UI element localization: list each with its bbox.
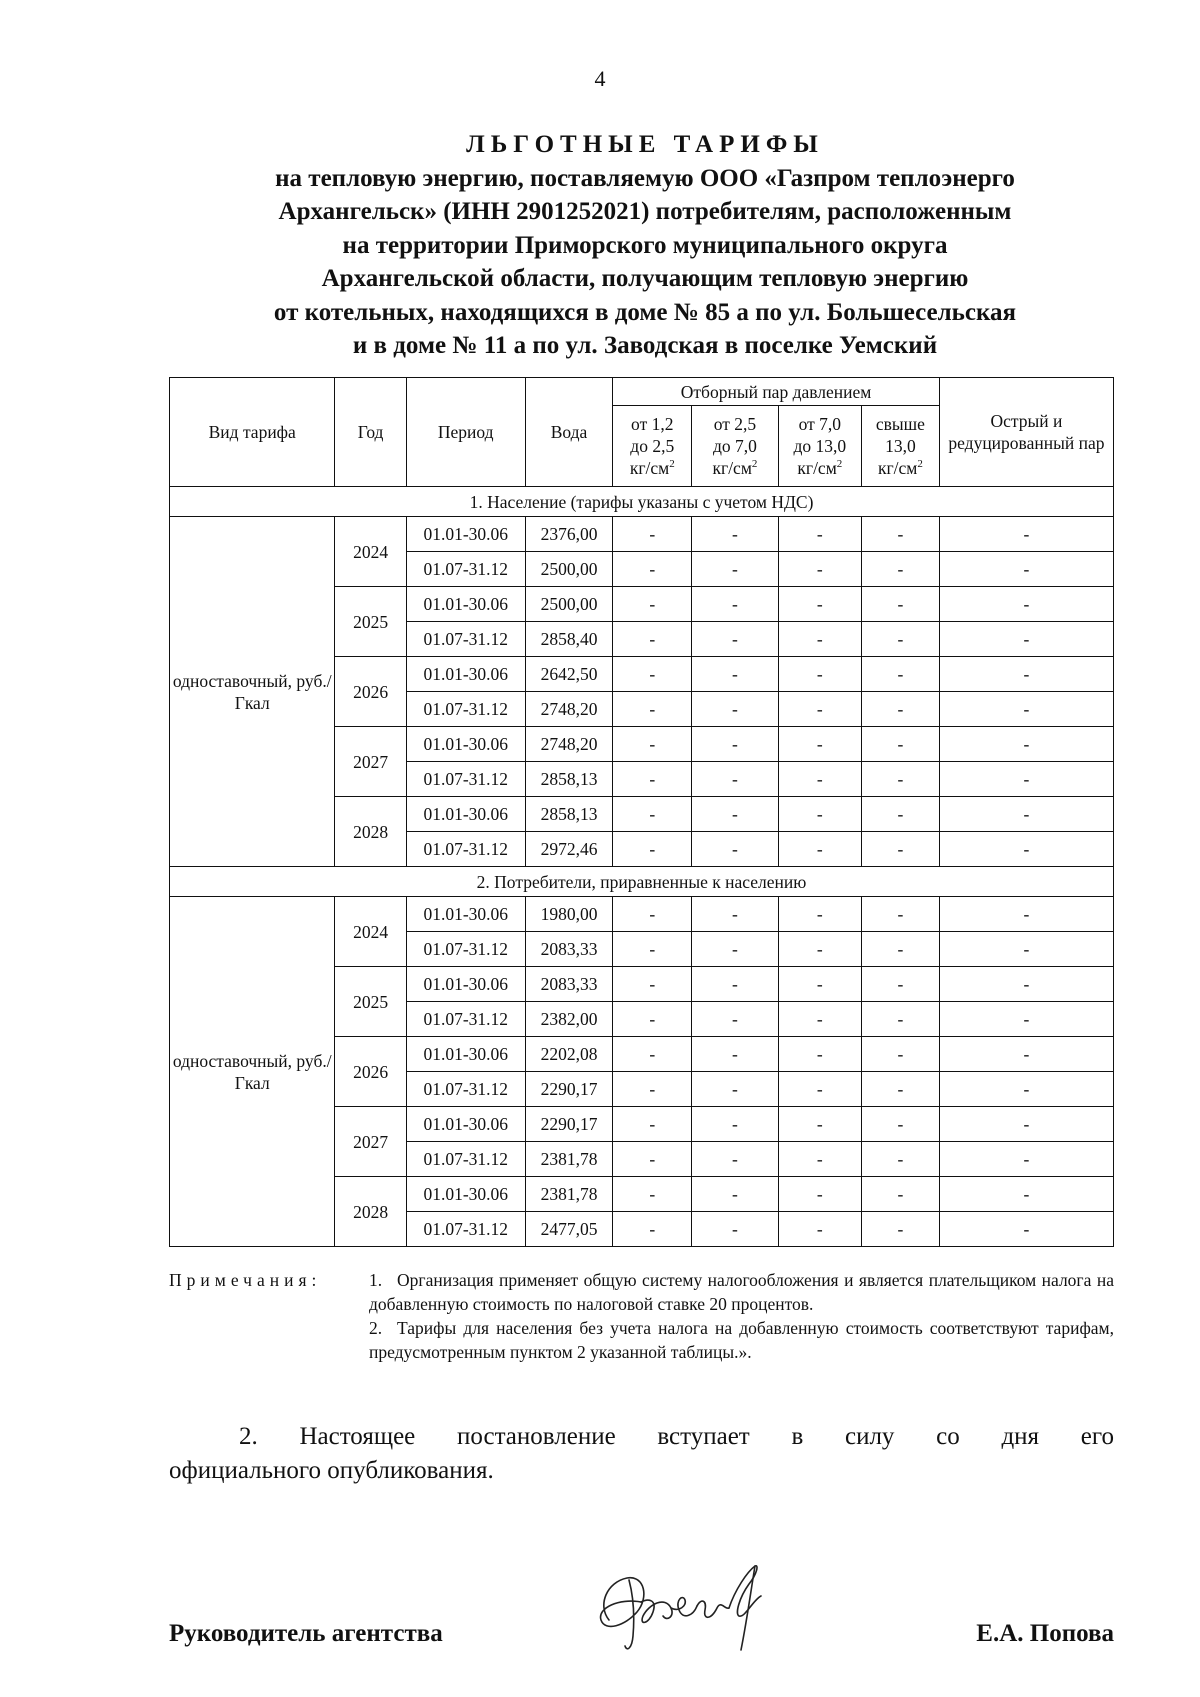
dash-cell: - [692,587,779,622]
header-sharp-steam: Острый и редуцированный пар [939,378,1113,487]
header-steam-col: от 7,0 до 13,0 $кг/см^2$ [778,406,861,487]
dash-cell: - [939,1072,1113,1107]
note-item: 1. Организация применяет общую систему налогообложения и является плательщиком налога на добавленную стоимость по налоговой ставке 20 процентов. [369,1270,1114,1314]
period-cell: 01.01-30.06 [406,1177,525,1212]
signer-name: Е.А. Попова [976,1620,1114,1647]
dash-cell: - [778,1177,861,1212]
dash-cell: - [692,932,779,967]
water-tariff-cell: 2748,20 [525,692,613,727]
dash-cell: - [613,1002,692,1037]
dash-cell: - [778,552,861,587]
dash-cell: - [692,967,779,1002]
dash-cell: - [939,897,1113,932]
header-period: Период [406,378,525,487]
dash-cell: - [692,762,779,797]
dash-cell: - [861,1002,939,1037]
paragraph-line-2: официального опубликования. [169,1457,494,1484]
dash-cell: - [861,1107,939,1142]
dash-cell: - [613,932,692,967]
header-steam-col: от 1,2 до 2,5 $кг/см^2$ [613,406,692,487]
dash-cell: - [778,967,861,1002]
dash-cell: - [613,897,692,932]
water-tariff-cell: 2500,00 [525,587,613,622]
dash-cell: - [939,517,1113,552]
period-cell: 01.01-30.06 [406,1037,525,1072]
section-title: 1. Население (тарифы указаны с учетом НДС) [170,487,1114,517]
water-tariff-cell: 2290,17 [525,1072,613,1107]
period-cell: 01.07-31.12 [406,1142,525,1177]
dash-cell: - [613,832,692,867]
dash-cell: - [861,897,939,932]
paragraph-word: со [936,1423,960,1450]
dash-cell: - [939,1002,1113,1037]
dash-cell: - [692,797,779,832]
dash-cell: - [939,1037,1113,1072]
dash-cell: - [861,1072,939,1107]
dash-cell: - [613,967,692,1002]
dash-cell: - [861,587,939,622]
dash-cell: - [613,1212,692,1247]
paragraph-number: 2. [239,1423,258,1450]
table-body [170,487,1114,1247]
water-tariff-cell: 2202,08 [525,1037,613,1072]
dash-cell: - [613,587,692,622]
period-cell: 01.01-30.06 [406,1107,525,1142]
tariff-table [169,377,1114,1247]
dash-cell: - [778,587,861,622]
dash-cell: - [692,1212,779,1247]
note-item: 2. Тарифы для населения без учета налога на добавленную стоимость соответствуют тарифам, предусмотренным пунктом 2 указанной таблицы.». [369,1318,1114,1362]
year-cell: 2027 [335,1107,406,1177]
period-cell: 01.01-30.06 [406,657,525,692]
dash-cell: - [613,552,692,587]
dash-cell: - [692,517,779,552]
dash-cell: - [692,1072,779,1107]
document-title [160,128,1130,363]
paragraph-word: дня [1001,1423,1040,1450]
dash-cell: - [861,727,939,762]
water-tariff-cell: 2083,33 [525,932,613,967]
water-tariff-cell: 2381,78 [525,1177,613,1212]
year-cell: 2024 [335,517,406,587]
period-cell: 01.01-30.06 [406,797,525,832]
dash-cell: - [613,727,692,762]
dash-cell: - [861,797,939,832]
dash-cell: - [939,967,1113,1002]
section-row [170,867,1114,897]
period-cell: 01.01-30.06 [406,727,525,762]
dash-cell: - [939,932,1113,967]
paragraph-effective-date [169,1420,1114,1488]
paragraph-word: в [791,1423,804,1450]
period-cell: 01.01-30.06 [406,517,525,552]
dash-cell: - [613,517,692,552]
dash-cell: - [939,587,1113,622]
dash-cell: - [861,622,939,657]
dash-cell: - [861,657,939,692]
dash-cell: - [613,1037,692,1072]
dash-cell: - [692,657,779,692]
water-tariff-cell: 2858,13 [525,762,613,797]
signer-position: Руководитель агентства [169,1620,443,1647]
dash-cell: - [939,1107,1113,1142]
dash-cell: - [778,1107,861,1142]
water-tariff-cell: 2858,13 [525,797,613,832]
dash-cell: - [861,692,939,727]
dash-cell: - [692,832,779,867]
period-cell: 01.01-30.06 [406,967,525,1002]
dash-cell: - [861,552,939,587]
period-cell: 01.01-30.06 [406,897,525,932]
period-cell: 01.07-31.12 [406,932,525,967]
tariff-type-cell: одноставочный, руб./Гкал [170,517,335,867]
dash-cell: - [778,1002,861,1037]
header-steam-col: от 2,5 до 7,0 $кг/см^2$ [692,406,779,487]
dash-cell: - [778,932,861,967]
dash-cell: - [692,622,779,657]
paragraph-word: силу [844,1423,895,1450]
dash-cell: - [861,1177,939,1212]
dash-cell: - [692,552,779,587]
dash-cell: - [939,1142,1113,1177]
period-cell: 01.01-30.06 [406,587,525,622]
table-row [170,897,1114,932]
header-steam-col: свыше 13,0 $кг/см^2$ [861,406,939,487]
dash-cell: - [613,692,692,727]
title-line: Архангельск» (ИНН 2901252021) потребителям, расположенным [278,198,1012,225]
header-steam-group: Отборный пар давлением [613,378,940,406]
title-line: от котельных, находящихся в доме № 85 а по ул. Большесельская [273,298,1017,326]
water-tariff-cell: 2748,20 [525,727,613,762]
water-tariff-cell: 2477,05 [525,1212,613,1247]
water-tariff-cell: 2290,17 [525,1107,613,1142]
dash-cell: - [939,622,1113,657]
header-tariff-type: Вид тарифа [170,378,335,487]
header-water: Вода [525,378,613,487]
dash-cell: - [692,1142,779,1177]
dash-cell: - [778,1212,861,1247]
dash-cell: - [939,1177,1113,1212]
dash-cell: - [692,1037,779,1072]
title-line: и в доме № 11 а по ул. Заводская в поселке Уемский [352,332,938,359]
paragraph-word: вступает [657,1423,750,1450]
title-line: на территории Приморского муниципального округа [342,231,948,259]
dash-cell: - [692,727,779,762]
period-cell: 01.07-31.12 [406,622,525,657]
water-tariff-cell: 2382,00 [525,1002,613,1037]
period-cell: 01.07-31.12 [406,692,525,727]
paragraph-word: постановление [456,1423,616,1450]
dash-cell: - [861,832,939,867]
dash-cell: - [613,1072,692,1107]
paragraph-line-1 [169,1420,1114,1454]
period-cell: 01.07-31.12 [406,1212,525,1247]
dash-cell: - [778,692,861,727]
dash-cell: - [861,1212,939,1247]
period-cell: 01.07-31.12 [406,832,525,867]
notes-list [369,1268,1114,1364]
dash-cell: - [778,897,861,932]
handwritten-signature [579,1550,789,1660]
section-row [170,487,1114,517]
year-cell: 2028 [335,797,406,867]
water-tariff-cell: 2642,50 [525,657,613,692]
dash-cell: - [861,1037,939,1072]
dash-cell: - [861,762,939,797]
dash-cell: - [939,657,1113,692]
dash-cell: - [939,552,1113,587]
year-cell: 2025 [335,967,406,1037]
dash-cell: - [613,762,692,797]
year-cell: 2028 [335,1177,406,1247]
dash-cell: - [939,797,1113,832]
dash-cell: - [939,762,1113,797]
section-title: 2. Потребители, приравненные к населению [170,867,1114,897]
period-cell: 01.07-31.12 [406,1002,525,1037]
water-tariff-cell: 2858,40 [525,622,613,657]
dash-cell: - [613,657,692,692]
dash-cell: - [613,622,692,657]
page-number: 4 [594,66,606,91]
paragraph-word: Настоящее [299,1423,416,1450]
tariff-type-cell: одноставочный, руб./Гкал [170,897,335,1247]
dash-cell: - [861,517,939,552]
dash-cell: - [861,967,939,1002]
table-row [170,517,1114,552]
signature-block [169,1590,1114,1660]
dash-cell: - [778,1072,861,1107]
year-cell: 2025 [335,587,406,657]
dash-cell: - [778,762,861,797]
title-line: на тепловую энергию, поставляемую ООО «Газпром теплоэнерго [275,164,1015,192]
title-main: ЛЬГОТНЫЕ ТАРИФЫ [466,131,824,158]
header-year: Год [335,378,406,487]
water-tariff-cell: 2376,00 [525,517,613,552]
water-tariff-cell: 2083,33 [525,967,613,1002]
dash-cell: - [939,727,1113,762]
title-line: Архангельской области, получающим тепловую энергию [321,265,969,292]
dash-cell: - [778,1037,861,1072]
dash-cell: - [778,1142,861,1177]
water-tariff-cell: 2381,78 [525,1142,613,1177]
year-cell: 2026 [335,657,406,727]
dash-cell: - [778,832,861,867]
year-cell: 2027 [335,727,406,797]
dash-cell: - [778,622,861,657]
period-cell: 01.07-31.12 [406,1072,525,1107]
water-tariff-cell: 1980,00 [525,897,613,932]
year-cell: 2024 [335,897,406,967]
dash-cell: - [778,797,861,832]
dash-cell: - [613,1142,692,1177]
water-tariff-cell: 2500,00 [525,552,613,587]
dash-cell: - [778,517,861,552]
period-cell: 01.07-31.12 [406,762,525,797]
paragraph-word: его [1080,1423,1114,1450]
dash-cell: - [692,897,779,932]
dash-cell: - [692,1002,779,1037]
dash-cell: - [778,657,861,692]
dash-cell: - [613,1107,692,1142]
water-tariff-cell: 2972,46 [525,832,613,867]
dash-cell: - [861,1142,939,1177]
dash-cell: - [613,1177,692,1212]
dash-cell: - [778,727,861,762]
dash-cell: - [692,692,779,727]
dash-cell: - [939,692,1113,727]
dash-cell: - [939,1212,1113,1247]
period-cell: 01.07-31.12 [406,552,525,587]
notes-label: Примечания: [169,1270,322,1290]
dash-cell: - [692,1177,779,1212]
dash-cell: - [939,832,1113,867]
dash-cell: - [861,932,939,967]
year-cell: 2026 [335,1037,406,1107]
dash-cell: - [692,1107,779,1142]
dash-cell: - [613,797,692,832]
